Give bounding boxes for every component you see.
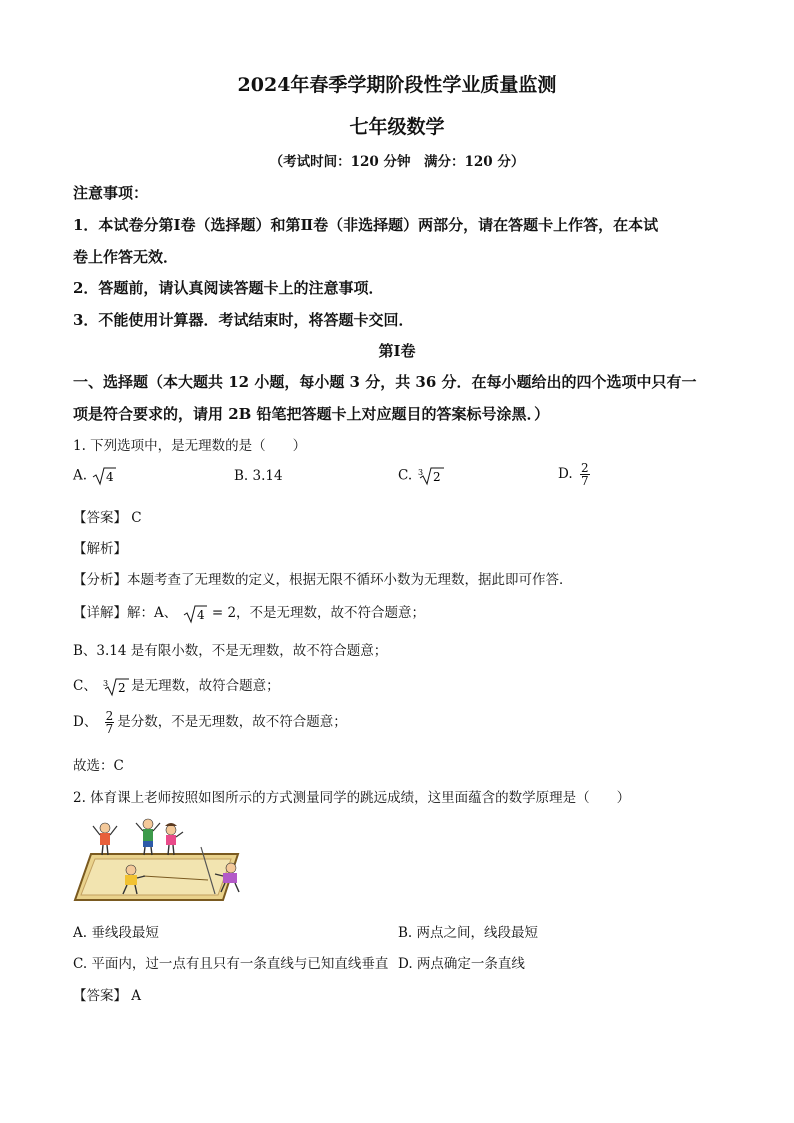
section-heading: 一、选择题（本大题共 12 小题，每小题 3 分，共 36 分．在每小题给出的四个选项中只有一 — [73, 373, 697, 391]
q1-option-d — [558, 462, 593, 487]
q1-detail-b: B、3.14 是有限小数，不是无理数，故不符合题意； — [73, 643, 388, 659]
long-jump-illustration — [73, 812, 253, 907]
detail-suffix: 是分数，不是无理数，故不符合题意； — [117, 714, 347, 730]
fenxi-text: 本题考查了无理数的定义，根据无限不循环小数为无理数，据此即可作答． — [127, 572, 573, 588]
detail-prefix: 解：A、 — [127, 605, 178, 621]
page-title: 2024年春季学期阶段性学业质量监测 — [237, 74, 557, 96]
q1-conclusion: 故选：C — [73, 758, 124, 774]
cube-root-icon — [416, 466, 446, 486]
svg-text:2: 2 — [118, 680, 126, 695]
answer-tag: 【答案】 — [73, 510, 127, 526]
fenxi-tag: 【分析】 — [73, 572, 127, 588]
sqrt-icon — [182, 604, 208, 624]
detail-tag: 【详解】 — [73, 605, 127, 621]
q2-option-c: C. 平面内，过一点有且只有一条直线与已知直线垂直 — [73, 956, 389, 972]
sqrt-icon — [91, 466, 117, 486]
cube-root-icon — [101, 677, 131, 697]
note-item: 1．本试卷分第Ⅰ卷（选择题）和第Ⅱ卷（非选择题）两部分，请在答题卡上作答，在本试 — [73, 216, 659, 234]
q1-option-c — [398, 466, 446, 486]
option-label: C. — [398, 467, 413, 484]
q1-answer — [73, 506, 142, 526]
option-label: D. — [558, 466, 573, 482]
page-subtitle: 七年级数学 — [349, 116, 445, 138]
volume-heading: 第Ⅰ卷 — [378, 342, 416, 360]
exam-info: （考试时间：120 分钟 满分：120 分） — [269, 154, 525, 170]
note-item: 3．不能使用计算器．考试结束时，将答题卡交回． — [73, 311, 414, 329]
q1-fenxi — [73, 568, 573, 588]
detail-prefix: C、 — [73, 678, 97, 694]
q1-option-b: B. 3.14 — [234, 468, 283, 484]
q1-detail-a — [73, 601, 425, 624]
note-item: 卷上作答无效． — [73, 248, 179, 266]
detail-prefix: D、 — [73, 714, 98, 730]
q1-detail-c — [73, 674, 280, 697]
q2-stem: 2. 体育课上老师按照如图所示的方式测量同学的跳远成绩，这里面蕴含的数学原理是（ ） — [73, 790, 631, 806]
answer-value: A — [131, 988, 142, 1004]
svg-text:2: 2 — [433, 470, 442, 484]
notes-heading: 注意事项： — [73, 184, 149, 202]
svg-text:3: 3 — [418, 468, 424, 477]
detail-equation: = 2 — [207, 605, 237, 621]
detail-suffix: 是无理数，故符合题意； — [131, 678, 280, 694]
fraction: $\frac{2}{7}$ — [105, 709, 114, 736]
answer-tag: 【答案】 — [73, 988, 127, 1004]
q2-option-b: B. 两点之间，线段最短 — [398, 925, 539, 941]
fraction: $\frac{2}{7}$ — [580, 461, 589, 488]
q1-stem: 1. 下列选项中，是无理数的是（ ） — [73, 438, 307, 454]
q1-option-a — [73, 466, 117, 486]
svg-text:4: 4 — [196, 607, 205, 622]
q2-answer — [73, 984, 141, 1004]
detail-suffix: ，不是无理数，故不符合题意； — [236, 605, 426, 621]
q1-analysis-tag: 【解析】 — [73, 541, 127, 557]
svg-text:3: 3 — [103, 678, 109, 688]
q1-detail-d — [73, 710, 347, 735]
q2-option-a: A. 垂线段最短 — [73, 925, 159, 941]
section-heading-cont: 项是符合要求的，请用 2B 铅笔把答题卡上对应题目的答案标号涂黑．） — [73, 405, 550, 423]
answer-value: C — [131, 510, 142, 526]
q2-option-d: D. 两点确定一条直线 — [398, 956, 525, 972]
option-label: A. — [73, 467, 88, 484]
note-item: 2．答题前，请认真阅读答题卡上的注意事项． — [73, 279, 384, 297]
radicand: 4 — [106, 470, 114, 484]
